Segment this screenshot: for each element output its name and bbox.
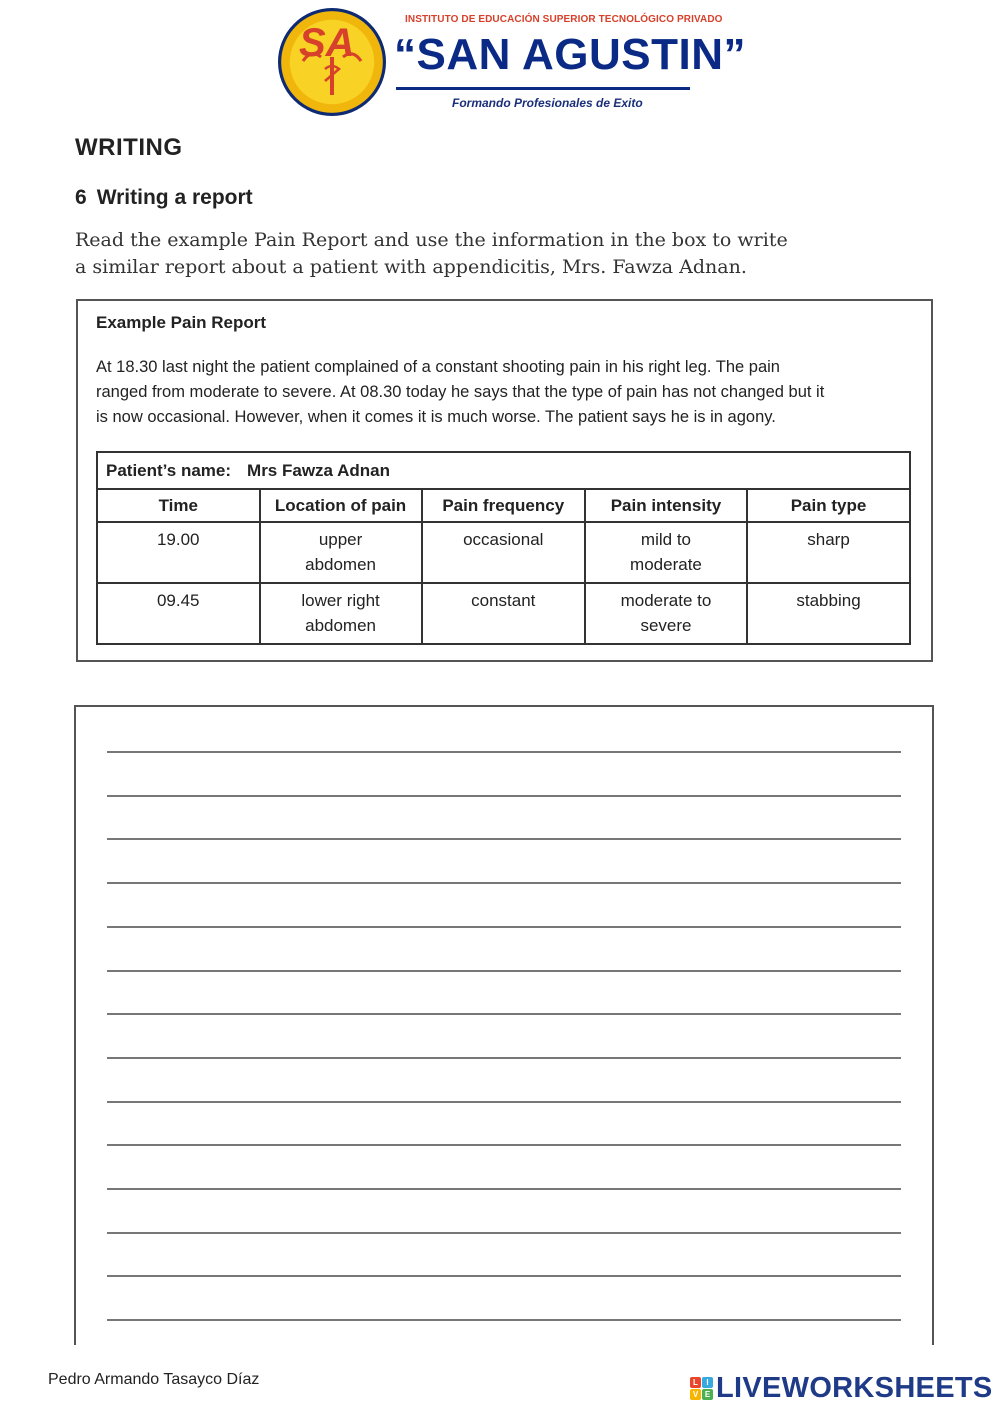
mark-letter: I: [702, 1377, 713, 1388]
column-header-frequency: Pain frequency: [422, 489, 585, 522]
cell-intensity: [585, 583, 747, 644]
writing-line[interactable]: [107, 1319, 901, 1321]
example-line: At 18.30 last night the patient complained of a constant shooting pain in his right leg. The pain: [96, 358, 780, 376]
column-header-type: Pain type: [747, 489, 910, 522]
cell-time: 19.00: [97, 522, 260, 583]
example-title: Example Pain Report: [96, 313, 267, 332]
cell-text: abdomen: [305, 555, 376, 574]
school-name: “SAN AGUSTIN”: [394, 30, 746, 79]
patient-name-label: Patient’s name:: [106, 460, 232, 480]
writing-line[interactable]: [107, 926, 901, 928]
patient-name-cell: [97, 452, 910, 489]
cell-text: moderate: [630, 555, 702, 574]
example-line: ranged from moderate to severe. At 08.30 today he says that the type of pain has not changed but it: [96, 383, 825, 401]
cell-type: stabbing: [747, 583, 910, 644]
table-header-row: [97, 489, 910, 522]
table-row: [97, 583, 910, 644]
writing-line[interactable]: [107, 838, 901, 840]
table-row: [97, 522, 910, 583]
instructions-line: a similar report about a patient with appendicitis, Mrs. Fawza Adnan.: [75, 256, 747, 278]
cell-text: lower right: [301, 591, 380, 610]
column-header-location: Location of pain: [260, 489, 422, 522]
example-line: is now occasional. However, when it comes it is much worse. The patient says he is in agony.: [96, 408, 776, 426]
mark-letter: E: [702, 1389, 713, 1400]
cell-location: [260, 522, 422, 583]
column-header-intensity: Pain intensity: [585, 489, 747, 522]
writing-line[interactable]: [107, 1232, 901, 1234]
task-title: Writing a report: [96, 186, 253, 209]
liveworksheets-mark-icon: [690, 1377, 713, 1400]
writing-line[interactable]: [107, 970, 901, 972]
cell-text: abdomen: [305, 616, 376, 635]
writing-line[interactable]: [107, 1275, 901, 1277]
task-instructions: [75, 227, 795, 281]
cell-frequency: constant: [422, 583, 585, 644]
writing-line[interactable]: [107, 751, 901, 753]
cell-text: severe: [640, 616, 692, 635]
task-heading: [75, 186, 253, 210]
patient-name-row: [97, 452, 910, 489]
liveworksheets-logo[interactable]: [690, 1372, 993, 1404]
mark-letter: L: [690, 1377, 701, 1388]
writing-line[interactable]: [107, 1144, 901, 1146]
writing-area[interactable]: [74, 705, 934, 1345]
cell-text: upper: [318, 530, 363, 549]
logo-text: SA: [299, 21, 355, 65]
pain-table: [96, 451, 911, 645]
example-body: [96, 355, 916, 430]
cell-time: 09.45: [97, 583, 260, 644]
writing-line[interactable]: [107, 795, 901, 797]
author-name: Pedro Armando Tasayco Díaz: [48, 1371, 260, 1388]
writing-line[interactable]: [107, 1101, 901, 1103]
writing-line[interactable]: [107, 1057, 901, 1059]
header-divider: [396, 87, 690, 90]
school-logo: [278, 8, 386, 116]
liveworksheets-brand: LIVEWORKSHEETS: [716, 1371, 993, 1404]
column-header-time: Time: [97, 489, 260, 522]
cell-text: moderate to: [620, 591, 712, 610]
section-title: WRITING: [75, 134, 183, 161]
instructions-line: Read the example Pain Report and use the information in the box to write: [75, 229, 788, 251]
cell-frequency: occasional: [422, 522, 585, 583]
cell-text: mild to: [640, 530, 691, 549]
writing-line[interactable]: [107, 882, 901, 884]
writing-line[interactable]: [107, 1188, 901, 1190]
writing-line[interactable]: [107, 1013, 901, 1015]
institute-name: INSTITUTO DE EDUCACIÓN SUPERIOR TECNOLÓGICO PRIVADO: [405, 14, 723, 25]
patient-name-value: Mrs Fawza Adnan: [247, 460, 390, 480]
school-tagline: Formando Profesionales de Exito: [452, 96, 643, 110]
task-number: 6: [75, 186, 87, 209]
cell-type: sharp: [747, 522, 910, 583]
mark-letter: V: [690, 1389, 701, 1400]
cell-intensity: [585, 522, 747, 583]
cell-location: [260, 583, 422, 644]
